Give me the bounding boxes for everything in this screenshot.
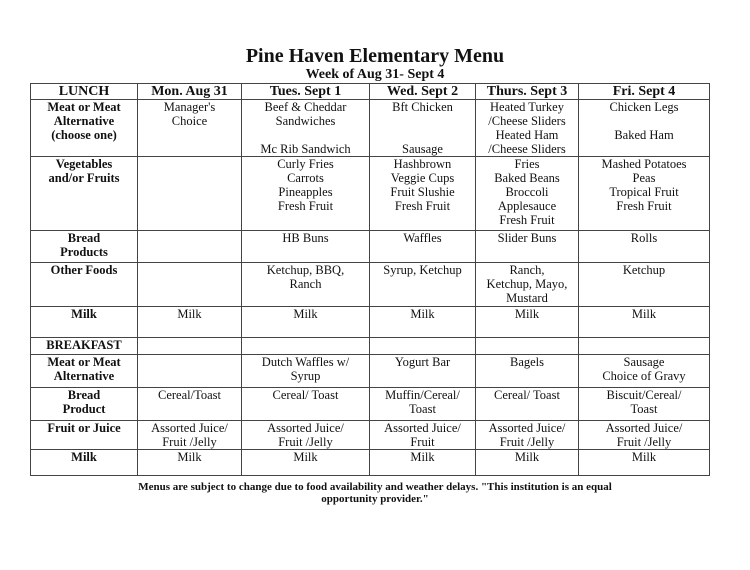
menu-cell-mon (138, 157, 242, 231)
cell-line: Bagels (509, 355, 545, 369)
menu-cell-mon (138, 388, 242, 421)
row-label (31, 100, 138, 157)
cell-line: Applesauce (497, 199, 557, 213)
cell-line: Ketchup, BBQ, (266, 263, 345, 277)
menu-cell-wed (370, 421, 476, 450)
page-title: Pine Haven Elementary Menu (245, 45, 505, 67)
cell-line: Pineapples (278, 185, 333, 199)
menu-cell-mon (138, 421, 242, 450)
cell-line: Dutch Waffles w/ (261, 355, 350, 369)
cell-line: Toast (409, 402, 436, 416)
table-cell (476, 338, 579, 355)
menu-cell-wed (370, 231, 476, 263)
cell-line: Tropical Fruit (609, 185, 679, 199)
menu-cell-tue (242, 421, 370, 450)
cell-line: Toast (630, 402, 658, 416)
menu-table (30, 83, 710, 476)
table-cell (242, 338, 370, 355)
cell-line: Fries (514, 157, 540, 171)
cell-line: Muffin/Cereal/ (385, 388, 460, 402)
cell-line: Milk (293, 450, 318, 464)
menu-cell-fri (579, 100, 710, 157)
cell-line: Bft Chicken (392, 100, 453, 114)
cell-line: Sausage (623, 355, 665, 369)
cell-line: Assorted Juice/ (151, 421, 228, 435)
cell-line: Assorted Juice/ (384, 421, 461, 435)
cell-line: Chicken Legs (609, 100, 679, 114)
cell-line: Carrots (287, 171, 324, 185)
cell-line: Assorted Juice/ (488, 421, 566, 435)
cell-line: Milk (514, 307, 540, 321)
table-row (31, 100, 710, 157)
menu-cell-tue (242, 157, 370, 231)
cell-line: Sausage (402, 142, 443, 156)
table-cell (138, 338, 242, 355)
menu-cell-wed (370, 355, 476, 388)
cell-line: Slider Buns (497, 231, 557, 245)
menu-cell-fri (579, 231, 710, 263)
menu-cell-fri (579, 450, 710, 476)
cell-line: Fresh Fruit (499, 213, 555, 227)
row-label (31, 450, 138, 476)
cell-line: Milk (631, 450, 657, 464)
table-row (31, 307, 710, 338)
row-label (31, 421, 138, 450)
cell-line: Choice (171, 114, 208, 128)
cell-line: Meat or Meat (47, 100, 121, 114)
row-label (31, 231, 138, 263)
row-label (31, 307, 138, 338)
cell-line: Fruit or Juice (47, 421, 121, 435)
day-header-tue: Tues. Sept 1 (242, 84, 370, 100)
menu-cell-mon (138, 100, 242, 157)
cell-line: Bread (67, 388, 101, 402)
cell-line: Vegetables (55, 157, 113, 171)
cell-line: Fruit Slushie (390, 185, 455, 199)
cell-line: Mashed Potatoes (601, 157, 687, 171)
cell-line: Cereal/Toast (158, 388, 221, 402)
menu-cell-tue (242, 263, 370, 307)
menu-cell-thu (476, 307, 579, 338)
day-header-mon: Mon. Aug 31 (138, 84, 242, 100)
menu-cell-mon (138, 450, 242, 476)
cell-line: Products (60, 245, 108, 259)
cell-line: Syrup (290, 369, 321, 383)
row-label (31, 263, 138, 307)
cell-line: Curly Fries (277, 157, 334, 171)
cell-line: Alternative (53, 369, 115, 383)
table-cell (370, 338, 476, 355)
day-header-thu: Thurs. Sept 3 (476, 84, 579, 100)
menu-cell-thu (476, 355, 579, 388)
cell-line: Cereal/ Toast (494, 388, 560, 402)
table-row (31, 355, 710, 388)
menu-cell-wed (370, 307, 476, 338)
menu-cell-tue (242, 355, 370, 388)
cell-line: Alternative (53, 114, 115, 128)
menu-cell-tue (242, 388, 370, 421)
cell-line: Ketchup (622, 263, 666, 277)
cell-line: Yogurt Bar (394, 355, 451, 369)
cell-line: Fruit /Jelly (278, 435, 333, 449)
cell-line: Waffles (403, 231, 442, 245)
cell-line: Mustard (506, 291, 548, 305)
table-cell (579, 338, 710, 355)
cell-line: Peas (632, 171, 656, 185)
cell-line: Fresh Fruit (394, 199, 451, 213)
breakfast-header-row (31, 338, 710, 355)
menu-cell-wed (370, 263, 476, 307)
table-row (31, 450, 710, 476)
menu-cell-thu (476, 421, 579, 450)
row-label (31, 157, 138, 231)
menu-cell-thu (476, 157, 579, 231)
cell-line: Fruit /Jelly (499, 435, 555, 449)
menu-cell-fri (579, 307, 710, 338)
menu-cell-mon (138, 307, 242, 338)
footer-line: opportunity provider." (321, 493, 429, 505)
cell-line: Milk (514, 450, 540, 464)
menu-cell-wed (370, 450, 476, 476)
table-row (31, 421, 710, 450)
cell-line: Mc Rib Sandwich (260, 142, 351, 156)
cell-line: Ranch (289, 277, 322, 291)
cell-line: (choose one) (51, 128, 117, 142)
cell-line: Product (62, 402, 106, 416)
cell-line: Baked Beans (494, 171, 560, 185)
table-row (31, 157, 710, 231)
cell-line: Baked Ham (614, 128, 674, 142)
cell-line (581, 114, 707, 128)
menu-cell-mon (138, 231, 242, 263)
menu-cell-fri (579, 421, 710, 450)
menu-cell-wed (370, 388, 476, 421)
cell-line: Milk (177, 450, 202, 464)
cell-line: Heated Ham (495, 128, 559, 142)
cell-line: Milk (410, 307, 435, 321)
cell-line (372, 128, 473, 142)
cell-line: Meat or Meat (47, 355, 121, 369)
cell-line: Choice of Gravy (602, 369, 686, 383)
page-subtitle: Week of Aug 31- Sept 4 (305, 67, 445, 82)
footer-note (60, 481, 690, 505)
cell-line: Milk (631, 307, 657, 321)
cell-line: Syrup, Ketchup (383, 263, 462, 277)
lunch-header: LUNCH (31, 84, 138, 100)
cell-line: /Cheese Sliders (488, 142, 566, 156)
cell-line (244, 128, 367, 142)
cell-line: Fruit /Jelly (162, 435, 217, 449)
table-row (31, 231, 710, 263)
cell-line: Rolls (630, 231, 658, 245)
cell-line: /Cheese Sliders (488, 114, 566, 128)
menu-cell-tue (242, 450, 370, 476)
header-row (31, 84, 710, 100)
table-row (31, 388, 710, 421)
cell-line: Fresh Fruit (277, 199, 334, 213)
cell-line: Hashbrown (393, 157, 452, 171)
cell-line: Veggie Cups (390, 171, 455, 185)
menu-cell-tue (242, 231, 370, 263)
cell-line: Beef & Cheddar (264, 100, 347, 114)
cell-line: Milk (293, 307, 318, 321)
menu-cell-thu (476, 100, 579, 157)
menu-cell-fri (579, 355, 710, 388)
cell-line: Milk (410, 450, 435, 464)
menu-cell-mon (138, 355, 242, 388)
cell-line: Milk (177, 307, 202, 321)
cell-line: Fruit /Jelly (616, 435, 672, 449)
row-label (31, 355, 138, 388)
cell-line: and/or Fruits (48, 171, 120, 185)
menu-cell-mon (138, 263, 242, 307)
menu-cell-thu (476, 231, 579, 263)
cell-line: Other Foods (50, 263, 118, 277)
menu-cell-wed (370, 100, 476, 157)
menu-cell-fri (579, 263, 710, 307)
day-header-fri: Fri. Sept 4 (579, 84, 710, 100)
footer-line: Menus are subject to change due to food availability and weather delays. "This institution is an equal (138, 481, 612, 493)
cell-line: Milk (71, 307, 97, 321)
cell-line: Heated Turkey (490, 100, 564, 114)
cell-line: Cereal/ Toast (272, 388, 339, 402)
cell-line: HB Buns (282, 231, 329, 245)
menu-cell-wed (370, 157, 476, 231)
breakfast-label: BREAKFAST (31, 338, 138, 355)
cell-line: Fresh Fruit (616, 199, 672, 213)
menu-cell-fri (579, 388, 710, 421)
menu-cell-fri (579, 157, 710, 231)
menu-cell-tue (242, 307, 370, 338)
day-header-wed: Wed. Sept 2 (370, 84, 476, 100)
menu-cell-thu (476, 450, 579, 476)
menu-cell-tue (242, 100, 370, 157)
menu-cell-thu (476, 263, 579, 307)
cell-line: Fruit (410, 435, 435, 449)
cell-line: Assorted Juice/ (605, 421, 683, 435)
cell-line: Broccoli (505, 185, 549, 199)
menu-cell-thu (476, 388, 579, 421)
cell-line: Manager's (163, 100, 216, 114)
row-label (31, 388, 138, 421)
cell-line: Ranch, (509, 263, 545, 277)
cell-line (372, 114, 473, 128)
cell-line: Sandwiches (275, 114, 336, 128)
cell-line: Biscuit/Cereal/ (606, 388, 682, 402)
cell-line: Assorted Juice/ (267, 421, 344, 435)
cell-line: Ketchup, Mayo, (486, 277, 568, 291)
table-row (31, 263, 710, 307)
cell-line: Bread (67, 231, 101, 245)
cell-line: Milk (71, 450, 97, 464)
